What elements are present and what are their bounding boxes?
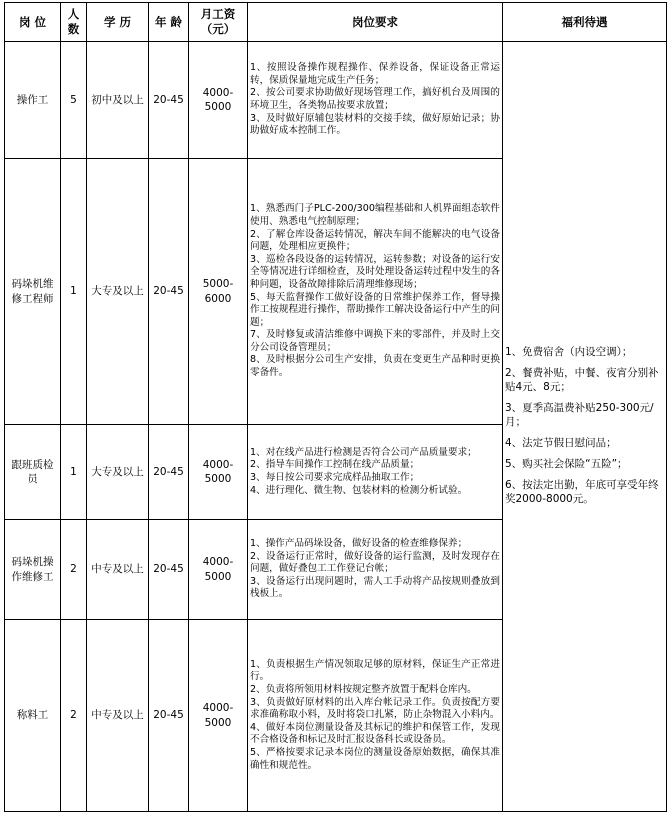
- requirement-item: 4、做好本岗位测量设备及其标记的维护和保管工作，发现不合格设备和标记及时汇报设备科长或设备员。: [250, 721, 500, 746]
- cell-education: 中专及以上: [87, 620, 149, 812]
- cell-age: 20-45: [149, 159, 189, 425]
- benefit-item: 3、夏季高温费补贴250-300元/月；: [505, 401, 654, 428]
- requirement-item: 3、巡检各段设备的运转情况，运转参数；对设备的运行安全等情况进行详细检查，及时处理设备运转过程中发生的各种问题，设备故障排除后清理维修现场；: [250, 253, 500, 290]
- requirement-item: 2、了解仓库设备运转情况，解决车间不能解决的电气设备问题，处理相应更换件；: [250, 228, 500, 253]
- header-row: [5, 3, 667, 42]
- requirement-item: 2、按公司要求协助做好现场管理工作，搞好机台及周围的环境卫生，各类物品按要求放置；: [250, 87, 500, 111]
- cell-age: 20-45: [149, 620, 189, 812]
- benefit-item: 4、法定节假日慰问品；: [505, 436, 617, 449]
- requirement-item: 1、对在线产品进行检测是否符合公司产品质量要求；: [250, 446, 477, 458]
- cell-requirements: [248, 520, 503, 620]
- recruitment-table: [4, 2, 667, 812]
- cell-count: 2: [61, 520, 87, 620]
- header-education: 学 历: [87, 3, 149, 42]
- benefit-item: 5、购买社会保险“五险”；: [505, 457, 628, 470]
- cell-age: 20-45: [149, 520, 189, 620]
- requirement-item: 3、及时做好原辅包装材料的交接手续，做好原始记录；协助做好成本控制工作。: [250, 112, 500, 137]
- cell-salary: 4000-5000: [189, 42, 248, 159]
- cell-age: 20-45: [149, 425, 189, 520]
- cell-requirements: [248, 159, 503, 425]
- cell-salary: 4000-5000: [189, 520, 248, 620]
- header-position: 岗 位: [5, 3, 61, 42]
- cell-requirements: [248, 425, 503, 520]
- requirement-item: 3、负责做好原材料的出入库台帐记录工作。负责按配方要求准确称取小料，及时将袋口扎紧，防止杂物混入小料内。: [250, 696, 500, 721]
- cell-position: 操作工: [5, 42, 61, 159]
- header-age: 年 龄: [149, 3, 189, 42]
- cell-position: 码垛机操作维修工: [5, 520, 61, 620]
- cell-salary: 4000-5000: [189, 620, 248, 812]
- header-requirements: 岗位要求: [248, 3, 503, 42]
- cell-requirements: [248, 620, 503, 812]
- cell-education: 大专及以上: [87, 159, 149, 425]
- requirement-item: 1、按照设备操作规程操作、保养设备，保证设备正常运转，保质保量地完成生产任务；: [250, 62, 500, 86]
- cell-education: 大专及以上: [87, 425, 149, 520]
- requirement-item: 3、每日按公司要求完成样品抽取工作；: [250, 472, 420, 483]
- requirement-item: 4、进行理化、微生物、包装材料的检测分析试验。: [250, 484, 468, 496]
- cell-salary: 4000-5000: [189, 425, 248, 520]
- cell-position: 称料工: [5, 620, 61, 812]
- requirement-item: 7、及时修复或清洁维修中调换下来的零部件，并及时上交分公司设备管理员；: [250, 329, 500, 353]
- requirement-item: 3、设备运行出现问题时，需人工手动将产品按规则叠放到栈板上。: [250, 575, 500, 600]
- requirement-item: 5、严格按要求记录本岗位的测量设备原始数据，确保其准确性和规范性。: [250, 746, 500, 771]
- header-benefits: 福利待遇: [503, 3, 667, 42]
- benefit-item: 1、免费宿舍（内设空调）；: [505, 345, 633, 358]
- benefit-item: 2、餐费补贴，中餐、夜宵分别补贴4元、8元；: [505, 366, 659, 393]
- header-salary-unit: （元）: [200, 22, 236, 36]
- cell-education: 初中及以上: [87, 42, 149, 159]
- requirement-item: 8、及时根据分公司生产安排，负责在变更生产品种时更换零备件。: [250, 354, 500, 379]
- header-salary-label: 月工资: [200, 7, 236, 21]
- cell-count: 2: [61, 620, 87, 812]
- requirement-item: 2、设备运行正常时，做好设备的运行监测，及时发现存在问题，做好叠包工工作登记台帐；: [250, 550, 500, 575]
- cell-requirements: [248, 42, 503, 159]
- header-salary: [189, 3, 248, 42]
- cell-count: 1: [61, 159, 87, 425]
- requirement-item: 2、指导车间操作工控制在线产品质量；: [250, 459, 420, 471]
- cell-education: 中专及以上: [87, 520, 149, 620]
- cell-position: 跟班质检员: [5, 425, 61, 520]
- benefit-item: 6、按法定出勤，年底可享受年终奖2000-8000元。: [505, 478, 659, 505]
- cell-position: 码垛机维修工程师: [5, 159, 61, 425]
- header-count: 人数: [61, 3, 87, 42]
- cell-age: 20-45: [149, 42, 189, 159]
- cell-salary: 5000-6000: [189, 159, 248, 425]
- cell-benefits: [503, 42, 667, 812]
- cell-count: 1: [61, 425, 87, 520]
- requirement-item: 1、操作产品码垛设备，做好设备的检查维修保养；: [250, 538, 468, 550]
- cell-count: 5: [61, 42, 87, 159]
- requirement-item: 2、负责将所领用材料按规定整齐放置于配料仓库内。: [250, 684, 477, 696]
- requirement-item: 5、每天监督操作工做好设备的日常维护保养工作，督导操作工按规程进行操作，帮助操作工解决设备运行中产生的问题；: [250, 291, 500, 328]
- table-row: [5, 42, 667, 159]
- requirement-item: 1、熟悉西门子PLC-200/300编程基础和人机界面组态软件使用、熟悉电气控制原理；: [250, 203, 500, 227]
- requirement-item: 1、负责根据生产情况领取足够的原材料，保证生产正常进行。: [250, 658, 500, 683]
